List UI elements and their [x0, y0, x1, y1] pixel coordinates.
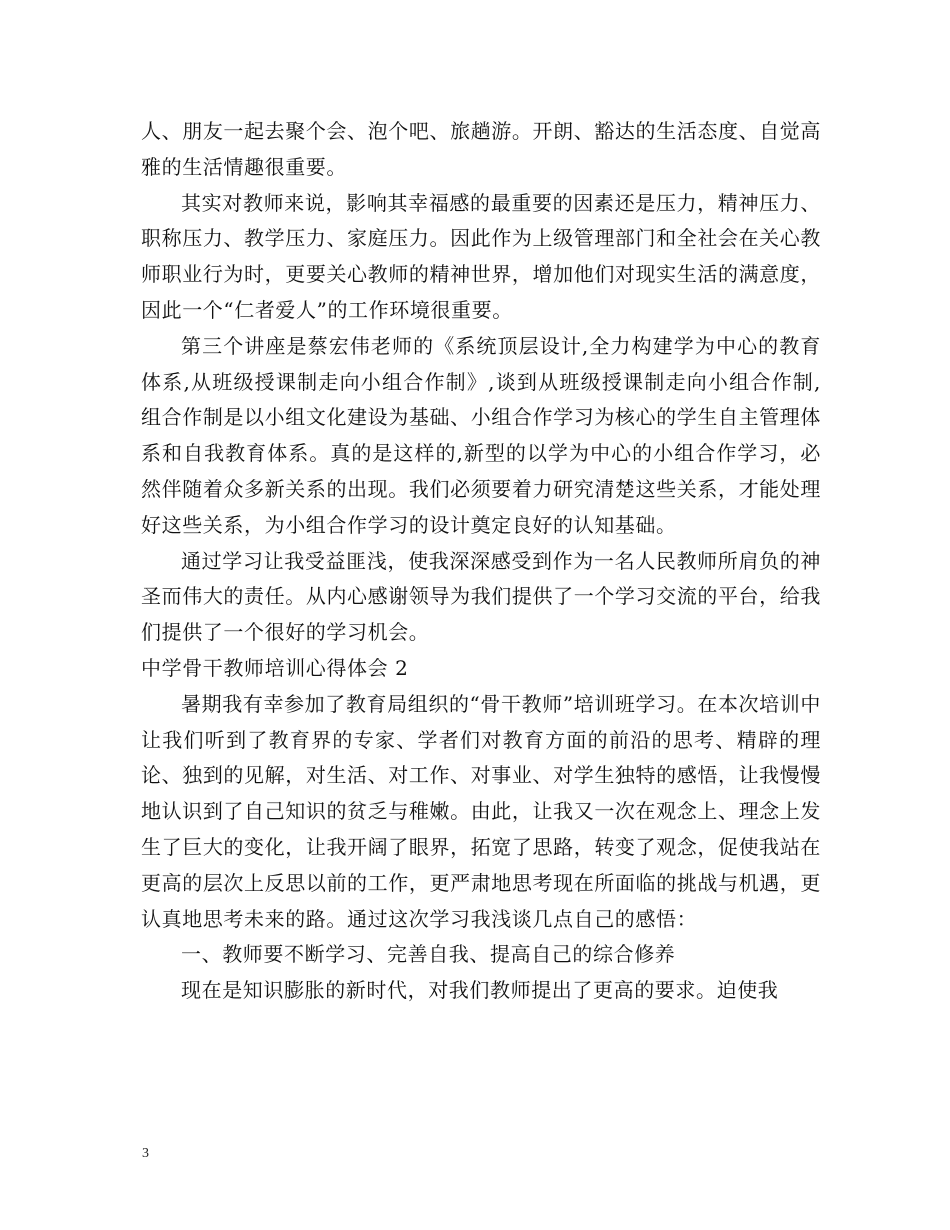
paragraph-new-era: 现在是知识膨胀的新时代，对我们教师提出了更高的要求。迫使我 — [181, 978, 779, 1003]
paragraph-third-lecture: 第三个讲座是蔡宏伟老师的《系统顶层设计,全力构建学为中心的教育体系,从班级授课制走向小组合作制》,谈到从班级授课制走向小组合作制,组合作制是以小组文化建设为基础、小组合作学习为核心的学生自主管理体系和自我教育体系。真的是这样的,新型的以学为中心的小组合作学习，必然伴随着众多新关系的出现。我们必须要着力研究清楚这些关系，才能处理好这些关系，为小组合作学习的设计奠定良好的认知基础。 — [141, 333, 821, 537]
paragraph-continuation: 人、朋友一起去聚个会、泡个吧、旅趟游。开朗、豁达的生活态度、自觉高雅的生活情趣很重要。 — [141, 119, 821, 179]
section-title: 中学骨干教师培训心得体会 2 — [141, 655, 409, 680]
subheading-point-one: 一、教师要不断学习、完善自我、提高自己的综合修养 — [181, 942, 676, 967]
document-body — [141, 114, 821, 1009]
paragraph-teacher-pressure: 其实对教师来说，影响其幸福感的最重要的因素还是压力，精神压力、职称压力、教学压力、家庭压力。因此作为上级管理部门和全社会在关心教师职业行为时，更要关心教师的精神世界，增加他们对现实生活的满意度，因此一个“仁者爱人”的工作环境很重要。 — [141, 190, 821, 322]
paragraph-summer-training: 暑期我有幸参加了教育局组织的“骨干教师”培训班学习。在本次培训中让我们听到了教育界的专家、学者们对教育方面的前沿的思考、精辟的理论、独到的见解，对生活、对工作、对事业、对学生独特的感悟，让我慢慢地认识到了自己知识的贫乏与稚嫩。由此，让我又一次在观念上、理念上发生了巨大的变化，让我开阔了眼界，拓宽了思路，转变了观念，促使我站在更高的层次上反思以前的工作，更严肃地思考现在所面临的挑战与机遇，更认真地思考未来的路。通过这次学习我浅谈几点自己的感悟： — [141, 691, 821, 931]
paragraph-benefit: 通过学习让我受益匪浅，使我深深感受到作为一名人民教师所肩负的神圣而伟大的责任。从内心感谢领导为我们提供了一个学习交流的平台，给我们提供了一个很好的学习机会。 — [141, 548, 821, 645]
page-number: 3 — [142, 1146, 149, 1161]
